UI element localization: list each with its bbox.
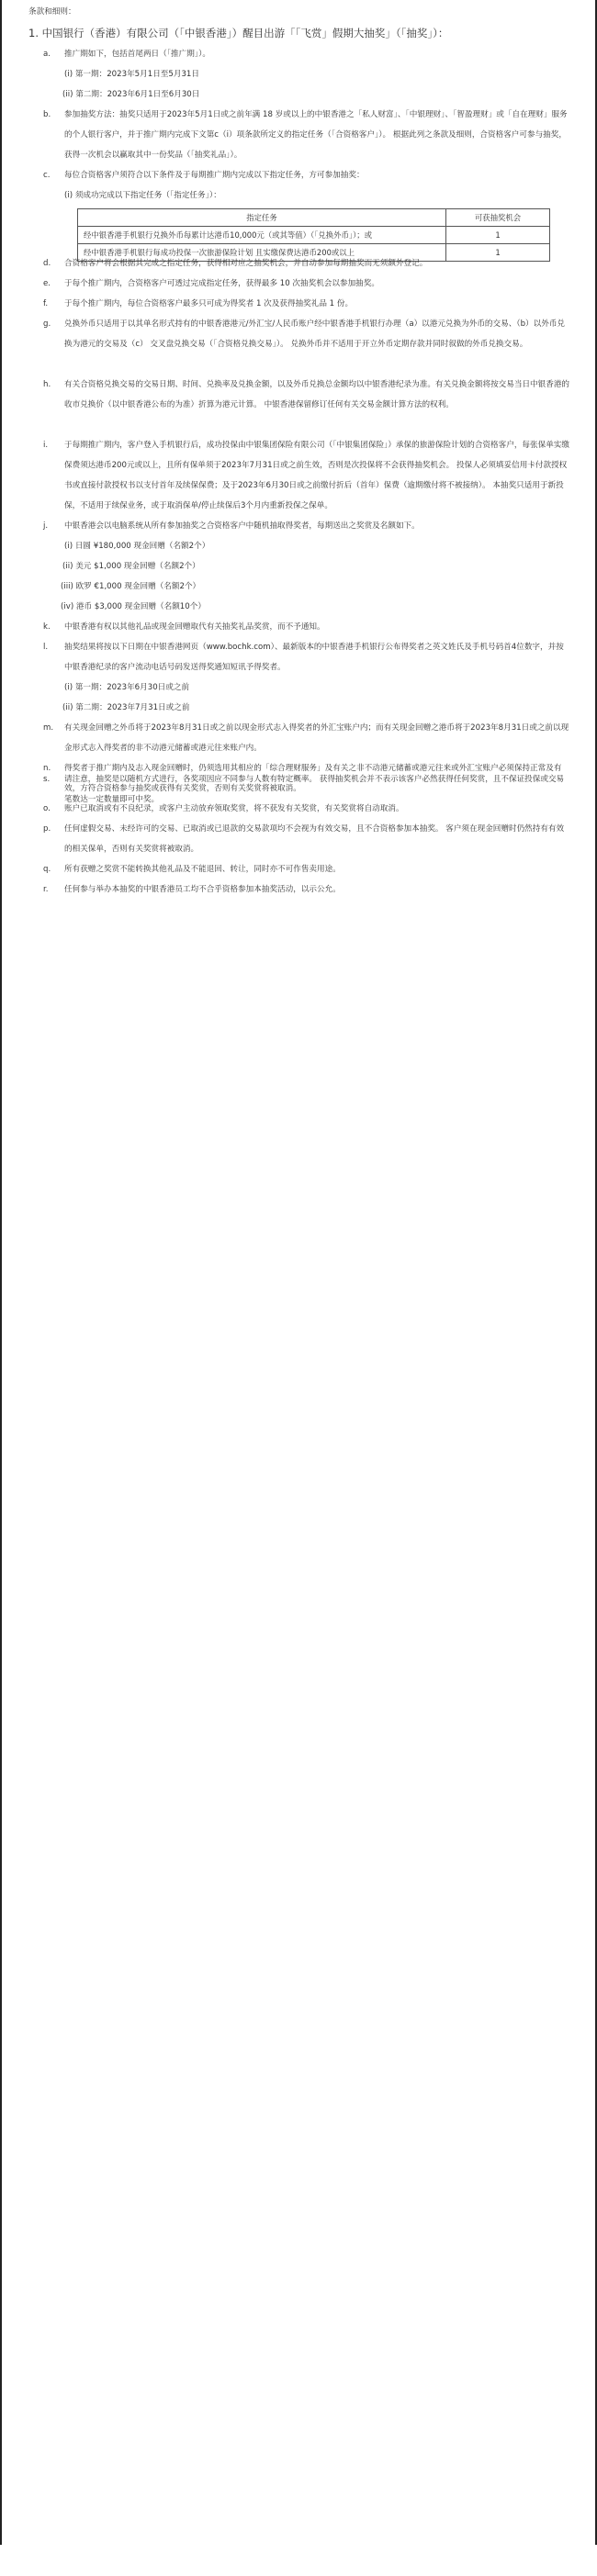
table-header: 可获抽奖机会: [446, 209, 550, 227]
s1-item-r: 任何参与举办本抽奖的中银香港员工均不合乎资格参加本抽奖活动，以示公允。: [64, 885, 341, 894]
table-cell: 1: [446, 227, 550, 244]
item-label: r.: [43, 885, 49, 894]
item-label: c.: [43, 171, 51, 180]
table-cell: 经中银香港手机银行兑换外币每累计达港币10,000元（或其等值）（「兑换外币」）；或: [78, 227, 446, 244]
item-label: k.: [43, 622, 51, 632]
s1-result-date-1: (i) 第一期：2023年6月30日或之前: [64, 683, 190, 692]
s1-item-m: 有关现金回赠之外币将于2023年8月31日或之前以现金形式志入得奖者的外汇宝账户内；而有关现金回赠之港币将于2023年8月31日或之前以现金形式志入得奖者的非不动港元储蓄或港元往来账户内。: [64, 723, 569, 753]
s1-item-f: 于每个推广期内，每位合资格客户最多只可成为得奖者 1 次及获得抽奖礼品 1 份。: [64, 299, 354, 308]
item-label: h.: [43, 380, 51, 389]
item-label: g.: [43, 319, 51, 329]
s1-item-j: 中银香港会以电脑系统从所有参加抽奖之合资格客户中随机抽取得奖者，每期送出之奖赏及名额如下。: [64, 521, 420, 531]
prize-item: (iii) 欧罗 €1,000 现金回赠（名额2个）: [61, 582, 201, 591]
s1-item-h: 有关合资格兑换交易的交易日期、时间、兑换率及兑换金额，以及外币兑换总金额均以中银香港纪录为准。有关兑换金额将按交易当日中银香港的收市兑换价（以中银香港公布的为准）折算为港元计算。 中银香港保留修订任何有关交易金额计算方法的权利。: [64, 380, 570, 409]
section-1-heading: 1. 中国银行（香港）有限公司（「中银香港」）醒目出游「「飞赏」假期大抽奖」（「抽奖」）：: [28, 27, 449, 39]
prize-item: (ii) 美元 $1,000 现金回赠（名额2个）: [62, 562, 200, 571]
item-label: l.: [43, 643, 49, 652]
item-label: i.: [43, 441, 49, 450]
item-label: b.: [43, 110, 51, 119]
s1-item-n: 得奖者于推广期内及志入现金回赠时，仍须选用其相应的「综合理财服务」及有关之非不动港元储蓄或港元往来或外汇宝账户必须保持正常及有效，方符合资格参与抽奖或获得有关奖赏，否则有关奖赏将被取消。: [64, 764, 562, 793]
item-label: m.: [43, 723, 54, 733]
s1-item-d: 合资格客户将会根据其完成之指定任务，获得相对应之抽奖机会，并自动参加每期抽奖而无须额外登记。: [64, 259, 428, 268]
table-row: [78, 227, 550, 244]
item-label: n.: [43, 764, 51, 773]
s1-item-q: 所有获赠之奖赏不能转换其他礼品及不能退回、转让，同时亦不可作售卖用途。: [64, 865, 341, 874]
s1-item-b: 参加抽奖方法：抽奖只适用于2023年5月1日或之前年满 18 岁或以上的中银香港之「私人财富」、「中银理财」、「智盈理财」或「自在理财」服务的个人银行客户，并于推广期内完成下文第c（i）项条款所定义的指定任务（「合资格客户」）。 根据此列之条款及细则，合资格客户可参与抽奖，获得一次机会以赢取其中一份奖品（「抽奖礼品」）。: [64, 110, 568, 160]
s1-item-s: 请注意，抽奖是以随机方式进行，各奖项因应不同参与人数有特定概率。 获得抽奖机会并不表示该客户必然获得任何奖赏，且不保证投保或交易笔数达一定数量即可中奖。: [64, 775, 565, 804]
table-header: 指定任务: [78, 209, 446, 227]
s1-item-i: 于每期推广期内，客户登入手机银行后，成功投保由中银集团保险有限公司（「中银集团保险」）承保的旅游保险计划的合资格客户，每张保单实缴保费须达港币200元或以上，且所有保单须于2023年7月31日或之前生效，否则是次投保将不会获得抽奖机会。 投保人必须填妥信用卡付款授权书或直接付款授权书以支付首年及续保保费；及于2023年6月30日或之前缴付折后（首年）保费（逾期缴付将不被接纳）。 本抽奖只适用于新投保，不适用于续保业务，或于取消保单/停止续保后3个月内重新投保之保单。: [64, 441, 569, 510]
s1-item-a: 推广期如下，包括首尾两日（「推广期」）。: [64, 50, 210, 59]
item-label: a.: [43, 50, 51, 59]
s1-period-1: (i) 第一期：2023年5月1日至5月31日: [64, 70, 199, 79]
s1-item-p: 任何虚假交易、未经许可的交易、已取消或已退款的交易款项均不会视为有效交易，且不合资格参加本抽奖。 客户须在现金回赠时仍然持有有效的相关保单，否则有关奖赏将被取消。: [64, 824, 565, 854]
s1-item-c: 每位合资格客户须符合以下条件及于每期推广期内完成以下指定任务，方可参加抽奖：: [64, 171, 365, 180]
s1-item-e: 于每个推广期内，合资格客户可透过完成指定任务，获得最多 10 次抽奖机会以参加抽奖。: [64, 279, 379, 288]
item-label: s.: [43, 775, 51, 784]
page-title: 条款和细则：: [28, 7, 76, 17]
item-label: e.: [43, 279, 51, 288]
s1-item-o: 账户已取消或有不良纪录，或客户主动放弃领取奖赏，将不获发有关奖赏，有关奖赏将自动取消。: [64, 804, 404, 813]
prize-item: (iv) 港币 $3,000 现金回赠（名额10个）: [61, 602, 206, 611]
s1-item-c-i: (i) 须成功完成以下指定任务（「指定任务」）：: [64, 191, 221, 200]
item-label: o.: [43, 804, 51, 813]
table-cell: 1: [446, 244, 550, 262]
item-label: p.: [43, 824, 51, 834]
table-cell: 经中银香港手机银行每成功投保一次旅游保险计划 且实缴保费达港币200或以上: [78, 244, 446, 262]
prize-item: (i) 日圆 ¥180,000 现金回赠（名额2个）: [64, 542, 210, 551]
item-label: f.: [43, 299, 49, 308]
s1-item-g: 兑换外币只适用于以其单名形式持有的中银香港港元/外汇宝/人民币账户经中银香港手机银行办理（a）以港元兑换为外币的交易、（b）以外币兑换为港元的交易及（c） 交叉盘兑换交易（「合资格兑换交易」）。 兑换外币并不适用于开立外币定期存款并同时叙做的外币兑换交易。: [64, 319, 566, 349]
item-label: j.: [43, 521, 49, 531]
item-label: q.: [43, 865, 51, 874]
item-label: d.: [43, 259, 51, 268]
s1-item-l: 抽奖结果将按以下日期在中银香港网页（www.bochk.com）、最新版本的中银香港手机银行公布得奖者之英文姓氏及手机号码首4位数字，并按中银香港纪录的客户流动电话号码发送得奖通知短讯予得奖者。: [64, 643, 564, 672]
s1-period-2: (ii) 第二期：2023年6月1日至6月30日: [62, 90, 200, 99]
s1-item-k: 中银香港有权以其他礼品或现金回赠取代有关抽奖礼品奖赏，而不予通知。: [64, 622, 325, 632]
s1-result-date-2: (ii) 第二期：2023年7月31日或之前: [62, 703, 190, 712]
